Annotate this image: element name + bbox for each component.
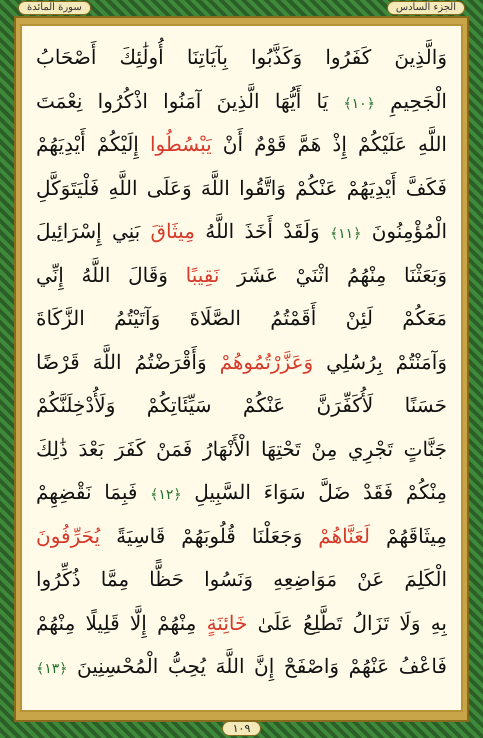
juz-label: الجزء السادس xyxy=(387,1,465,15)
text-line xyxy=(36,515,447,559)
text-segment: وَبَعَثْنَا مِنْهُمُ اثْنَيْ عَشَرَ xyxy=(219,262,447,287)
surah-label: سورة المائدة xyxy=(18,1,91,15)
text-line xyxy=(36,123,447,167)
quran-text-area xyxy=(20,24,463,712)
highlighted-word: نَقِيبًا xyxy=(185,262,220,287)
text-segment: وَآمَنْتُمْ بِرُسُلِي xyxy=(313,349,447,374)
page-header xyxy=(0,0,483,16)
text-line xyxy=(36,602,447,646)
text-line xyxy=(36,471,447,515)
text-segment: بَنِي إِسْرَائِيلَ xyxy=(36,219,151,243)
highlighted-word: مِيثَاقَ xyxy=(150,219,195,243)
text-line xyxy=(36,80,447,124)
ayah-number-marker: ﴿١٢﴾ xyxy=(150,487,182,503)
highlighted-word: يُحَرِّفُونَ xyxy=(36,523,101,548)
text-segment: فَكَفَّ أَيْدِيَهُمْ عَنْكُمْ وَاتَّقُوا اللَّهَ وَعَلَى اللَّهِ فَلْيَتَوَكَّلِ xyxy=(36,175,447,200)
text-segment: وَقَالَ اللَّهُ إِنِّي xyxy=(36,262,186,287)
text-line xyxy=(36,36,447,80)
text-line xyxy=(36,384,447,428)
highlighted-word: لَعَنَّاهُمْ xyxy=(318,523,371,548)
text-segment: فَبِمَا نَقْضِهِمْ xyxy=(36,480,151,504)
text-segment: يَا أَيُّهَا الَّذِينَ آمَنُوا اذْكُرُوا نِعْمَتَ xyxy=(36,88,344,113)
text-segment: مِنْكُمْ فَقَدْ ضَلَّ سَوَاءَ السَّبِيلِ xyxy=(181,480,447,504)
text-line xyxy=(36,297,447,341)
highlighted-word: يَبْسُطُوا xyxy=(149,132,212,156)
text-line xyxy=(36,167,447,211)
text-segment: جَنَّاتٍ تَجْرِي مِنْ تَحْتِهَا الْأَنْهَارُ فَمَنْ كَفَرَ بَعْدَ ذَٰلِكَ xyxy=(36,436,447,461)
text-segment: وَلَقَدْ أَخَذَ اللَّهُ xyxy=(194,219,330,243)
highlighted-word: خَائِنَةٍ xyxy=(206,610,248,635)
text-segment: مِيثَاقَهُمْ xyxy=(370,523,447,548)
text-line xyxy=(36,210,447,254)
text-segment: الْجَحِيمِ xyxy=(374,88,447,113)
text-segment: وَجَعَلْنَا قُلُوبَهُمْ قَاسِيَةً xyxy=(100,523,319,548)
text-segment: الْمُؤْمِنُونَ xyxy=(361,219,447,243)
text-segment: وَالَّذِينَ كَفَرُوا وَكَذَّبُوا بِآيَاتِنَا أُولَٰئِكَ أَصْحَابُ xyxy=(36,45,447,69)
ayah-number-marker: ﴿١١﴾ xyxy=(329,226,362,242)
text-segment: الْكَلِمَ عَنْ مَوَاضِعِهِ وَنَسُوا حَظًّا مِمَّا ذُكِّرُوا xyxy=(36,567,447,591)
text-segment: مِنْهُمْ إِلَّا قَلِيلًا مِنْهُمْ xyxy=(36,610,207,635)
text-line xyxy=(36,254,447,298)
text-segment: مَعَكُمْ لَئِنْ أَقَمْتُمُ الصَّلَاةَ وَآتَيْتُمُ الزَّكَاةَ xyxy=(36,306,447,330)
text-segment: فَاعْفُ عَنْهُمْ وَاصْفَحْ إِنَّ اللَّهَ يُحِبُّ الْمُحْسِنِينَ xyxy=(67,654,447,678)
text-line xyxy=(36,341,447,385)
ayah-number-marker: ﴿١٣﴾ xyxy=(36,661,68,677)
ayah-number-marker: ﴿١٠﴾ xyxy=(343,95,375,112)
text-segment: إِلَيْكُمْ أَيْدِيَهُمْ xyxy=(36,132,150,156)
text-segment: وَأَقْرَضْتُمُ اللَّهَ قَرْضًا xyxy=(36,349,220,374)
text-segment: اللَّهِ عَلَيْكُمْ إِذْ هَمَّ قَوْمٌ أَنْ xyxy=(211,132,447,156)
text-segment: حَسَنًا لَأُكَفِّرَنَّ عَنْكُمْ سَيِّئَاتِكُمْ وَلَأُدْخِلَنَّكُمْ xyxy=(36,393,447,417)
highlighted-word: وَعَزَّرْتُمُوهُمْ xyxy=(219,349,314,374)
page-footer xyxy=(0,717,483,736)
text-segment: بِهِ وَلَا تَزَالُ تَطَّلِعُ عَلَىٰ xyxy=(247,610,447,635)
text-line xyxy=(36,645,447,689)
text-line xyxy=(36,428,447,472)
text-line xyxy=(36,558,447,602)
page-number: ١٠٩ xyxy=(222,721,262,736)
